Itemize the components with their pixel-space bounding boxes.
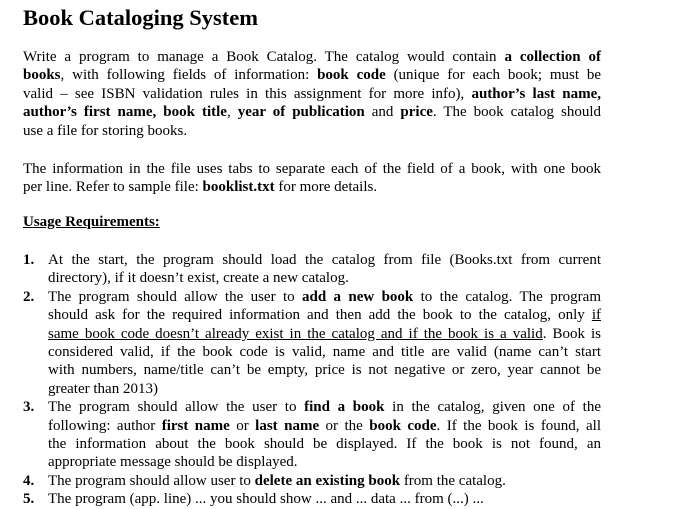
list-item: 4. The program should allow user to delete an existing book from the catalog. xyxy=(23,472,506,489)
usage-requirements-heading: Usage Requirements: xyxy=(23,214,160,230)
list-item: 5. The program (app. line) ... you should show ... and ... data ... from (...) ... xyxy=(23,491,484,508)
list-item: 3. The program should allow the user to find a book in the catalog, given one of the following: author first name or last name or the book code. If the book is found, all the information about the book should be displayed. If the book is not found, an appropriate message should be displayed. xyxy=(23,399,601,471)
file-info-paragraph: The information in the file uses tabs to separate each of the field of a book, with one book per line. Refer to sample file: booklist.txt for more details. xyxy=(23,161,601,196)
page-title: Book Cataloging System xyxy=(23,5,259,30)
list-item: 2. The program should allow the user to add a new book to the catalog. The program should ask for the required information and then add the book to the catalog, only if same book code doesn’t already exist in the catalog and if the book is a valid. Book is considered valid, if the book code is valid, name and title are valid (name can’t start with numbers, name/title can’t be empty, price is not negative or zero, year cannot be greater than 2013) xyxy=(23,288,602,397)
list-item: 1. At the start, the program should load the catalog from file (Books.txt from current directory), if it doesn’t exist, create a new catalog. xyxy=(23,252,601,287)
intro-paragraph: Write a program to manage a Book Catalog. The catalog would contain a collection of books, with following fields of information: book code (unique for each book; must be valid – see ISBN validation rules in this assignment for more info), author’s last name, author’s first name, book title, year of publication and price. The book catalog should use a file for storing books. xyxy=(23,49,602,139)
requirements-list xyxy=(23,251,601,509)
